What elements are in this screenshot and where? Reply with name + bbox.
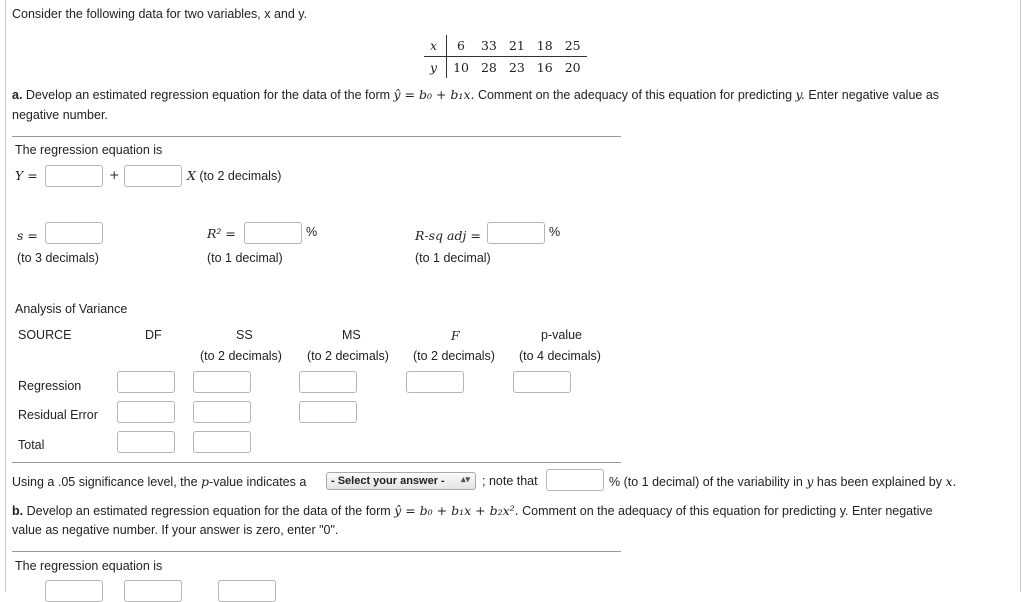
note-that-text: ; note that bbox=[482, 474, 538, 488]
ss-precision: (to 2 decimals) bbox=[200, 349, 282, 363]
x-value: 6 bbox=[447, 35, 475, 57]
y-label: y bbox=[424, 57, 447, 79]
part-b-b1-input[interactable] bbox=[124, 580, 182, 602]
ms-precision: (to 2 decimals) bbox=[307, 349, 389, 363]
intercept-input[interactable] bbox=[45, 165, 103, 187]
rsq-adj-label: R-sq adj = bbox=[415, 228, 481, 243]
x-value: 18 bbox=[531, 35, 559, 57]
part-b-question-cont: value as negative number. If your answer is zero, enter "0". bbox=[12, 523, 339, 537]
y-value: 16 bbox=[536, 60, 553, 75]
residual-ms-input[interactable] bbox=[299, 401, 357, 423]
anova-row-residual: Residual Error bbox=[18, 408, 98, 422]
pvalue-precision: (to 4 decimals) bbox=[519, 349, 601, 363]
residual-df-input[interactable] bbox=[117, 401, 175, 423]
select-arrows-icon: ▴▾ bbox=[460, 474, 470, 484]
divider bbox=[12, 136, 621, 137]
s-input[interactable] bbox=[45, 222, 103, 244]
f-precision: (to 2 decimals) bbox=[413, 349, 495, 363]
part-a-question-cont: negative number. bbox=[12, 108, 108, 122]
plus-sign: + bbox=[109, 167, 120, 182]
x-value: 25 bbox=[559, 35, 587, 57]
intro-text: Consider the following data for two variables, x and y. bbox=[12, 7, 308, 21]
variability-percent-input[interactable] bbox=[546, 469, 604, 491]
total-df-input[interactable] bbox=[117, 431, 175, 453]
s-label: s = bbox=[17, 228, 38, 243]
rsq-adj-precision: (to 1 decimal) bbox=[415, 251, 491, 265]
regression-ss-input[interactable] bbox=[193, 371, 251, 393]
y-value: 20 bbox=[564, 60, 581, 75]
part-b-question: b. Develop an estimated regression equation for the data of the form ŷ = b₀ + b₁x + b₂x². Comment on the adequacy of this equation for predicting y. Enter negative bbox=[12, 503, 933, 518]
x-unit-label: X (to 2 decimals) bbox=[187, 168, 282, 183]
divider bbox=[12, 551, 621, 552]
y-value: 10 bbox=[453, 60, 469, 75]
r2-label: R² = bbox=[207, 226, 236, 241]
anova-header-df: DF bbox=[145, 328, 162, 342]
regression-pvalue-input[interactable] bbox=[513, 371, 571, 393]
x-value: 33 bbox=[475, 35, 503, 57]
rsq-adj-input[interactable] bbox=[487, 222, 545, 244]
rsq-adj-percent: % bbox=[549, 225, 561, 239]
anova-header-f: F bbox=[451, 328, 460, 343]
regression-f-input[interactable] bbox=[406, 371, 464, 393]
x-value: 21 bbox=[503, 35, 531, 57]
r2-precision: (to 1 decimal) bbox=[207, 251, 283, 265]
variability-text: % (to 1 decimal) of the variability in y has been explained by x. bbox=[609, 474, 957, 489]
y-value: 23 bbox=[508, 60, 525, 75]
residual-ss-input[interactable] bbox=[193, 401, 251, 423]
x-label: x bbox=[424, 35, 447, 57]
part-a-question: a. Develop an estimated regression equation for the data of the form ŷ = b₀ + b₁x. Comment on the adequacy of this equation for predicting y. Enter negative value as bbox=[12, 87, 940, 102]
anova-header-ss: SS bbox=[236, 328, 253, 342]
divider bbox=[12, 462, 621, 463]
regression-df-input[interactable] bbox=[117, 371, 175, 393]
s-precision: (to 3 decimals) bbox=[17, 251, 99, 265]
part-b-regression-eq-label: The regression equation is bbox=[15, 559, 163, 573]
r2-input[interactable] bbox=[244, 222, 302, 244]
y-value: 28 bbox=[480, 60, 497, 75]
anova-header-ms: MS bbox=[342, 328, 361, 342]
y-equals-label: Y = bbox=[15, 168, 38, 183]
total-ss-input[interactable] bbox=[193, 431, 251, 453]
anova-row-regression: Regression bbox=[18, 379, 82, 393]
anova-header-pvalue: p-value bbox=[541, 328, 582, 342]
part-b-b2-input[interactable] bbox=[218, 580, 276, 602]
r2-percent: % bbox=[306, 225, 318, 239]
anova-title: Analysis of Variance bbox=[15, 302, 128, 316]
slope-input[interactable] bbox=[124, 165, 182, 187]
anova-row-total: Total bbox=[18, 438, 45, 452]
part-b-intercept-input[interactable] bbox=[45, 580, 103, 602]
regression-eq-label: The regression equation is bbox=[15, 143, 163, 157]
significance-select[interactable]: - Select your answer - ▴▾ bbox=[326, 472, 476, 490]
data-table bbox=[424, 35, 587, 78]
significance-text: Using a .05 significance level, the p-value indicates a bbox=[12, 474, 307, 489]
regression-ms-input[interactable] bbox=[299, 371, 357, 393]
anova-header-source: SOURCE bbox=[18, 328, 72, 342]
